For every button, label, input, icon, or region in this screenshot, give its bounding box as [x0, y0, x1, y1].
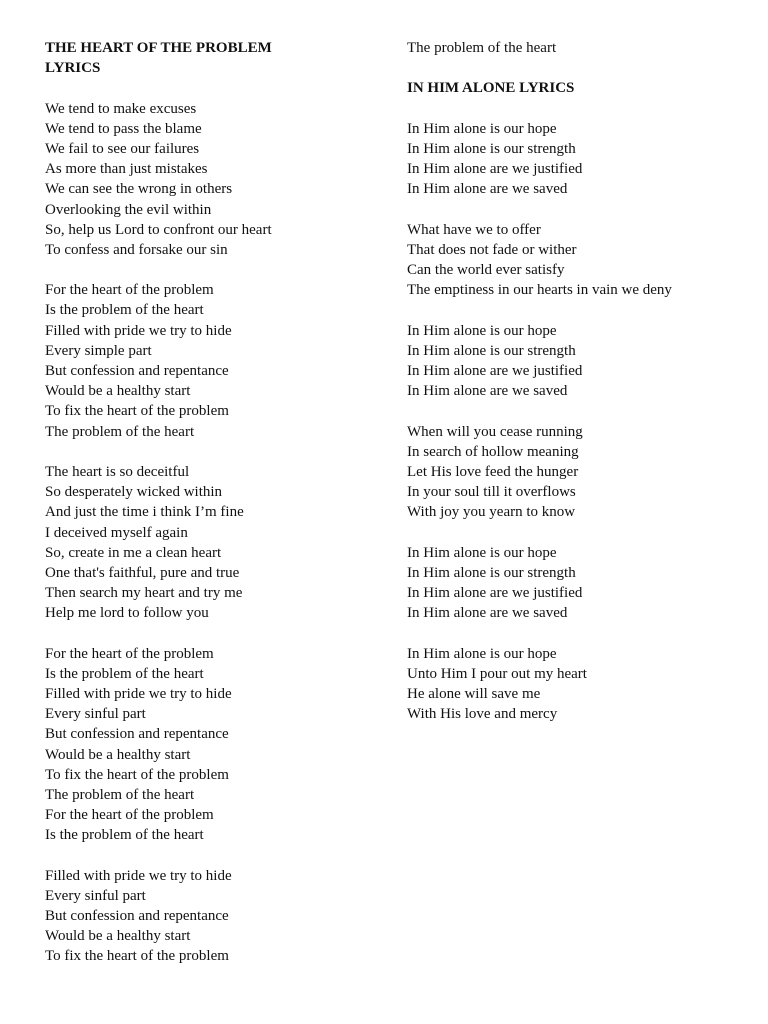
lyric-line: What have we to offer [407, 221, 541, 238]
lyric-line: Every sinful part [45, 887, 146, 904]
lyric-line: Overlooking the evil within [45, 201, 212, 218]
lyric-line: We can see the wrong in others [45, 181, 233, 198]
lyric-line: As more than just mistakes [45, 161, 208, 178]
lyric-line: Every sinful part [45, 706, 146, 723]
lyric-line: With His love and mercy [407, 706, 558, 723]
right-stanzas [407, 119, 747, 725]
lyric-line: The problem of the heart [45, 786, 195, 803]
lyric-line: And just the time i think I’m fine [45, 504, 244, 521]
stanza [45, 99, 375, 261]
lyric-line: In Him alone is our strength [407, 564, 576, 581]
lyric-line: Is the problem of the heart [45, 302, 204, 319]
lyric-line: With joy you yearn to know [407, 504, 576, 521]
lyric-line: Help me lord to follow you [45, 605, 209, 622]
stanza [407, 220, 747, 301]
lyric-line: Unto Him I pour out my heart [407, 665, 587, 682]
song-title-line-2: LYRICS [45, 60, 101, 77]
lyric-line: In Him alone is our hope [407, 120, 557, 137]
lyric-line: The heart is so deceitful [45, 463, 190, 480]
lyric-line: Can the world ever satisfy [407, 262, 565, 279]
lyric-line: In Him alone is our strength [407, 140, 576, 157]
lyric-line: In Him alone are we saved [407, 605, 568, 622]
stanza-gap [45, 78, 375, 98]
lyric-line: In Him alone is our strength [407, 342, 576, 359]
lyric-line: So desperately wicked within [45, 484, 223, 501]
left-stanzas [45, 99, 375, 967]
lyric-line: In search of hollow meaning [407, 443, 579, 460]
lyric-line: To fix the heart of the problem [45, 948, 229, 965]
song-title: IN HIM ALONE LYRICS [407, 80, 575, 97]
lyric-line: He alone will save me [407, 686, 541, 702]
right-column [407, 38, 747, 724]
lyric-line: The problem of the heart [45, 423, 195, 440]
lyric-line: For the heart of the problem [45, 807, 214, 824]
lyric-line: But confession and repentance [45, 726, 229, 743]
stanza [407, 321, 747, 402]
stanza-gap [45, 623, 375, 643]
lyric-line: In Him alone is our hope [407, 645, 557, 662]
stanza-gap [407, 523, 747, 543]
lyric-line: In Him alone are we saved [407, 383, 568, 400]
stanza [45, 280, 375, 442]
lyric-line: To fix the heart of the problem [45, 766, 229, 783]
lyric-line: So, help us Lord to confront our heart [45, 221, 272, 238]
song-title-line-1: THE HEART OF THE PROBLEM [45, 40, 272, 56]
lyric-line: For the heart of the problem [45, 282, 214, 299]
left-column [45, 38, 375, 967]
stanza [45, 462, 375, 624]
stanza-gap [45, 846, 375, 866]
lyric-line: Let His love feed the hunger [407, 463, 579, 480]
stanza-gap [407, 623, 747, 643]
lyric-line: So, create in me a clean heart [45, 544, 222, 561]
lyric-line: The emptiness in our hearts in vain we deny [407, 282, 672, 299]
lyric-line: When will you cease running [407, 423, 583, 440]
lyric-line: To fix the heart of the problem [45, 403, 229, 420]
lyric-line: Would be a healthy start [45, 383, 191, 400]
stanza-gap [407, 58, 747, 78]
lyric-line: For the heart of the problem [45, 645, 214, 662]
lyric-line: Every simple part [45, 342, 152, 359]
lyric-line: Filled with pride we try to hide [45, 322, 232, 339]
lyric-line: Would be a healthy start [45, 928, 191, 945]
lyric-line: In Him alone is our hope [407, 322, 557, 339]
lyric-line: We fail to see our failures [45, 140, 200, 157]
lyric-line: Is the problem of the heart [45, 665, 204, 682]
stanza-gap [407, 401, 747, 421]
lyric-line: We tend to make excuses [45, 100, 197, 117]
lyric-line: Filled with pride we try to hide [45, 867, 232, 884]
stanza [407, 422, 747, 523]
lyric-line: We tend to pass the blame [45, 120, 202, 137]
stanza-gap [407, 200, 747, 220]
lyric-line: I deceived myself again [45, 524, 188, 541]
lyric-line: In Him alone are we justified [407, 161, 583, 178]
lyric-line: In your soul till it overflows [407, 484, 576, 501]
lyric-line: Is the problem of the heart [45, 827, 204, 844]
lyric-line: In Him alone are we justified [407, 585, 583, 602]
stanza-gap [407, 99, 747, 119]
lyric-line: In Him alone is our hope [407, 544, 557, 561]
lyric-line: Would be a healthy start [45, 746, 191, 763]
stanza [407, 543, 747, 624]
lyric-line: Then search my heart and try me [45, 585, 243, 602]
lyric-line: In Him alone are we justified [407, 363, 583, 379]
lyric-line: To confess and forsake our sin [45, 241, 228, 258]
stanza-gap [407, 300, 747, 320]
lyric-line: But confession and repentance [45, 363, 229, 379]
stanza-gap [45, 260, 375, 280]
stanza [45, 644, 375, 846]
stanza-gap [45, 442, 375, 462]
stanza [45, 866, 375, 967]
lyric-line: One that's faithful, pure and true [45, 564, 240, 581]
stanza [407, 644, 747, 725]
lyric-line: Filled with pride we try to hide [45, 686, 232, 702]
lyric-line: But confession and repentance [45, 908, 229, 925]
stanza [407, 119, 747, 200]
lyric-line: In Him alone are we saved [407, 181, 568, 198]
lyric-line: That does not fade or wither [407, 241, 577, 258]
continued-lyric-line: The problem of the heart [407, 40, 557, 56]
